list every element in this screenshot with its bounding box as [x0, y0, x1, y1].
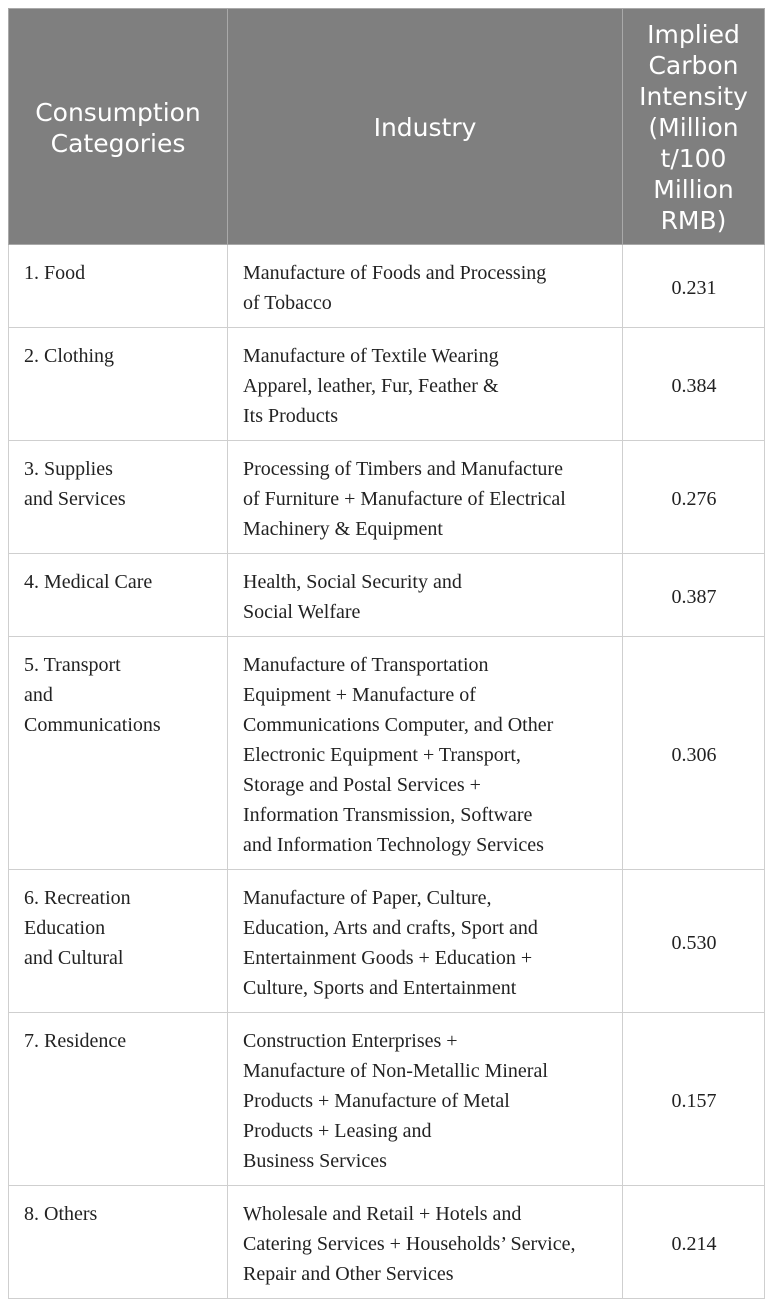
- cell-carbon-intensity-value: 0.306: [623, 637, 765, 870]
- cell-consumption-category: [9, 637, 228, 870]
- cell-industry: [228, 1186, 623, 1299]
- header-text-line: RMB): [660, 206, 727, 235]
- industry-text-line: and Information Technology Services: [243, 834, 544, 856]
- industry-text-line: Catering Services + Households’ Service,: [243, 1233, 576, 1255]
- industry-text-line: Business Services: [243, 1150, 387, 1172]
- industry-text-line: Education, Arts and crafts, Sport and: [243, 917, 538, 939]
- industry-text-line: Manufacture of Transportation: [243, 654, 489, 676]
- cell-consumption-category: [9, 870, 228, 1013]
- category-text-line: and: [24, 684, 53, 706]
- industry-text-line: Social Welfare: [243, 601, 361, 623]
- cell-consumption-category: [9, 554, 228, 637]
- cell-consumption-category: [9, 245, 228, 328]
- cell-industry: [228, 870, 623, 1013]
- industry-text-line: Health, Social Security and: [243, 571, 462, 593]
- industry-text-line: Manufacture of Foods and Processing: [243, 262, 547, 284]
- industry-text-line: of Tobacco: [243, 292, 332, 314]
- industry-text-line: Processing of Timbers and Manufacture: [243, 458, 563, 480]
- industry-text-line: Construction Enterprises +: [243, 1030, 458, 1052]
- table-row: [9, 554, 765, 637]
- cell-industry: [228, 1013, 623, 1186]
- category-text-line: 1. Food: [24, 262, 86, 284]
- header-text-line: (Million: [648, 113, 739, 142]
- industry-text-line: Entertainment Goods + Education +: [243, 947, 533, 969]
- industry-text-line: Storage and Postal Services +: [243, 774, 481, 796]
- category-text-line: 2. Clothing: [24, 345, 115, 367]
- table-row: [9, 441, 765, 554]
- industry-text-line: Communications Computer, and Other: [243, 714, 554, 736]
- header-text-line: Carbon: [648, 51, 739, 80]
- header-consumption-categories: [9, 9, 228, 245]
- table-row: [9, 245, 765, 328]
- cell-consumption-category: [9, 441, 228, 554]
- category-text-line: 6. Recreation: [24, 887, 131, 909]
- carbon-intensity-table-container: [8, 8, 764, 1299]
- header-text-line: Million: [653, 175, 734, 204]
- cell-consumption-category: [9, 1013, 228, 1186]
- table-body: [9, 245, 765, 1299]
- industry-text-line: Culture, Sports and Entertainment: [243, 977, 517, 999]
- industry-text-line: Repair and Other Services: [243, 1263, 454, 1285]
- header-implied-carbon-intensity: [623, 9, 765, 245]
- category-text-line: 7. Residence: [24, 1030, 127, 1052]
- table-header: [9, 9, 765, 245]
- industry-text-line: of Furniture + Manufacture of Electrical: [243, 488, 566, 510]
- header-text-line: Categories: [50, 128, 186, 158]
- category-text-line: 8. Others: [24, 1203, 98, 1225]
- header-industry: [228, 9, 623, 245]
- table-row: [9, 1013, 765, 1186]
- cell-industry: [228, 554, 623, 637]
- cell-carbon-intensity-value: 0.384: [623, 328, 765, 441]
- header-text-line: Industry: [373, 113, 477, 142]
- industry-text-line: Products + Manufacture of Metal: [243, 1090, 510, 1112]
- table-row: [9, 637, 765, 870]
- carbon-intensity-table: [8, 8, 765, 1299]
- category-text-line: and Services: [24, 488, 126, 510]
- header-text-line: t/100: [660, 144, 727, 173]
- industry-text-line: Manufacture of Paper, Culture,: [243, 887, 492, 909]
- industry-text-line: Manufacture of Non-Metallic Mineral: [243, 1060, 548, 1082]
- table-row: [9, 1186, 765, 1299]
- category-text-line: and Cultural: [24, 947, 124, 969]
- industry-text-line: Equipment + Manufacture of: [243, 684, 476, 706]
- category-text-line: Education: [24, 917, 106, 939]
- cell-industry: [228, 245, 623, 328]
- cell-industry: [228, 328, 623, 441]
- cell-industry: [228, 637, 623, 870]
- header-row: [9, 9, 765, 245]
- category-text-line: Communications: [24, 714, 161, 736]
- cell-carbon-intensity-value: 0.157: [623, 1013, 765, 1186]
- industry-text-line: Manufacture of Textile Wearing: [243, 345, 499, 367]
- cell-carbon-intensity-value: 0.231: [623, 245, 765, 328]
- industry-text-line: Apparel, leather, Fur, Feather &: [243, 375, 499, 397]
- cell-carbon-intensity-value: 0.387: [623, 554, 765, 637]
- category-text-line: 5. Transport: [24, 654, 121, 676]
- cell-consumption-category: [9, 328, 228, 441]
- cell-carbon-intensity-value: 0.530: [623, 870, 765, 1013]
- industry-text-line: Machinery & Equipment: [243, 518, 443, 540]
- industry-text-line: Electronic Equipment + Transport,: [243, 744, 521, 766]
- category-text-line: 4. Medical Care: [24, 571, 153, 593]
- category-text-line: 3. Supplies: [24, 458, 113, 480]
- industry-text-line: Information Transmission, Software: [243, 804, 533, 826]
- industry-text-line: Wholesale and Retail + Hotels and: [243, 1203, 522, 1225]
- header-text-line: Intensity: [639, 82, 748, 111]
- cell-carbon-intensity-value: 0.276: [623, 441, 765, 554]
- header-text-line: Consumption: [35, 97, 201, 127]
- table-row: [9, 328, 765, 441]
- cell-industry: [228, 441, 623, 554]
- industry-text-line: Its Products: [243, 405, 338, 427]
- table-row: [9, 870, 765, 1013]
- cell-carbon-intensity-value: 0.214: [623, 1186, 765, 1299]
- industry-text-line: Products + Leasing and: [243, 1120, 432, 1142]
- cell-consumption-category: [9, 1186, 228, 1299]
- header-text-line: Implied: [647, 20, 740, 49]
